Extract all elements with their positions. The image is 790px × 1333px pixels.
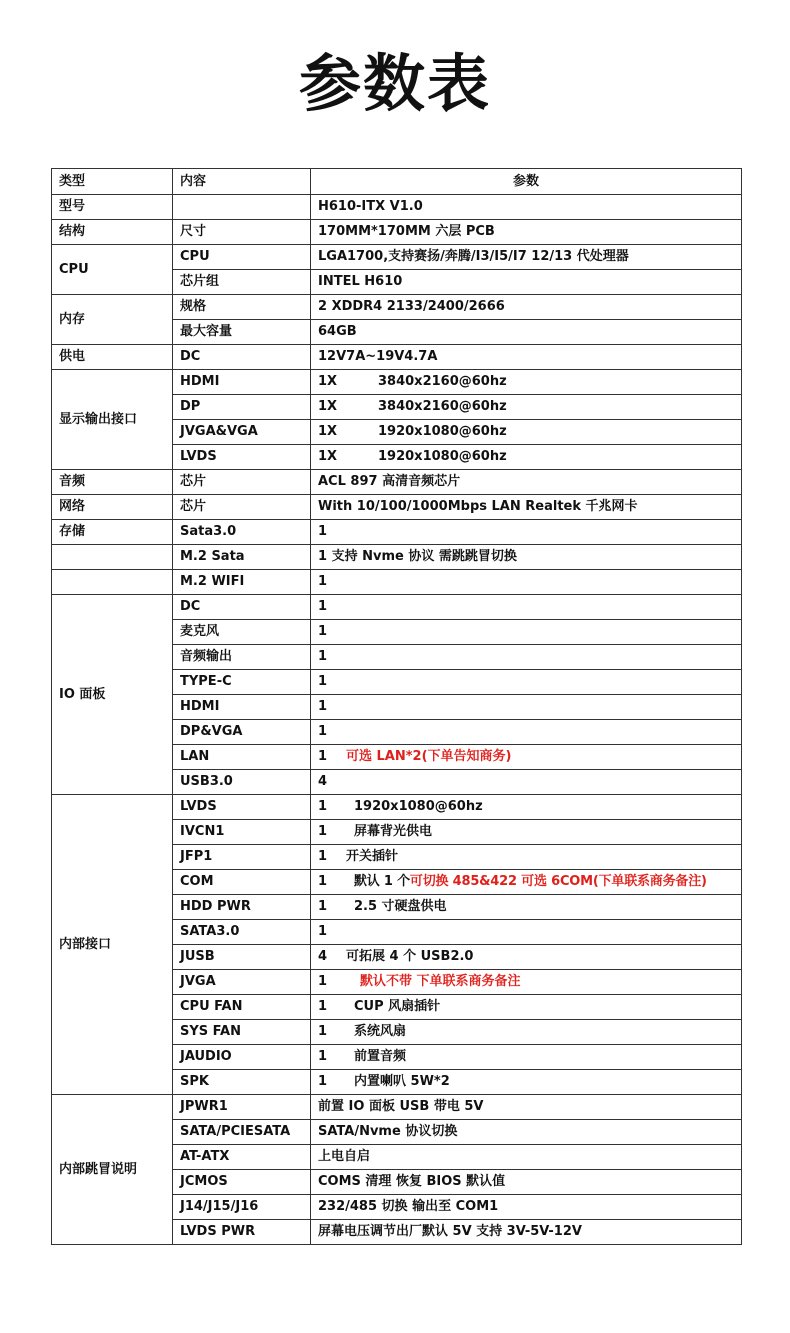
category-cell: 型号 <box>52 195 173 220</box>
note-text: 可拓展 4 个 USB2.0 <box>346 949 474 964</box>
table-row <box>52 345 742 370</box>
note-text: 2.5 寸硬盘供电 <box>354 899 447 914</box>
category-cell: IO 面板 <box>52 595 173 795</box>
value-cell <box>311 895 742 920</box>
note-text: 系统风扇 <box>354 1024 407 1039</box>
count-text: 4 <box>318 949 328 964</box>
count-text: 1 <box>318 999 328 1014</box>
value-cell: 4 <box>311 770 742 795</box>
item-cell: DP&VGA <box>173 720 311 745</box>
count-text: 1 <box>318 899 328 914</box>
note-text: 屏幕背光供电 <box>354 824 433 839</box>
count-text: 1 <box>318 824 328 839</box>
category-cell: 音频 <box>52 470 173 495</box>
highlight-note: 可选 LAN*2(下单告知商务) <box>346 749 512 764</box>
note-text: 默认 1 个 <box>354 874 410 889</box>
table-row <box>52 220 742 245</box>
count-text: 1X <box>318 374 338 389</box>
value-cell <box>311 945 742 970</box>
category-cell <box>52 570 173 595</box>
value-cell: 1 <box>311 520 742 545</box>
value-cell <box>311 445 742 470</box>
highlight-note: 默认不带 下单联系商务备注 <box>360 974 521 989</box>
header-content: 内容 <box>173 169 311 195</box>
value-cell: 屏幕电压调节出厂默认 5V 支持 3V-5V-12V <box>311 1220 742 1245</box>
table-row <box>52 520 742 545</box>
value-cell: 170MM*170MM 六层 PCB <box>311 220 742 245</box>
table-row <box>52 1095 742 1120</box>
item-cell: SPK <box>173 1070 311 1095</box>
table-row <box>52 495 742 520</box>
resolution-text: 3840x2160@60hz <box>378 399 507 414</box>
value-cell: 1 <box>311 620 742 645</box>
highlight-note: 可切换 485&422 可选 6COM(下单联系商务备注) <box>409 874 707 889</box>
item-cell: M.2 WIFI <box>173 570 311 595</box>
table-row <box>52 470 742 495</box>
item-cell: DP <box>173 395 311 420</box>
item-cell <box>173 195 311 220</box>
category-cell: 供电 <box>52 345 173 370</box>
value-cell <box>311 395 742 420</box>
table-row <box>52 195 742 220</box>
item-cell: SATA/PCIESATA <box>173 1120 311 1145</box>
value-cell: With 10/100/1000Mbps LAN Realtek 千兆网卡 <box>311 495 742 520</box>
value-cell: 1 <box>311 670 742 695</box>
value-cell: 1 <box>311 920 742 945</box>
table-row <box>52 245 742 270</box>
count-text: 1 <box>318 1049 328 1064</box>
item-cell: 规格 <box>173 295 311 320</box>
value-cell: LGA1700,支持赛扬/奔腾/I3/I5/I7 12/13 代处理器 <box>311 245 742 270</box>
value-cell <box>311 370 742 395</box>
item-cell: LVDS <box>173 445 311 470</box>
item-cell: JAUDIO <box>173 1045 311 1070</box>
item-cell: J14/J15/J16 <box>173 1195 311 1220</box>
table-row <box>52 570 742 595</box>
value-cell <box>311 970 742 995</box>
category-cell: 内部跳冒说明 <box>52 1095 173 1245</box>
category-cell: 显示输出接口 <box>52 370 173 470</box>
item-cell: COM <box>173 870 311 895</box>
note-text: 1920x1080@60hz <box>354 799 483 814</box>
item-cell: LAN <box>173 745 311 770</box>
count-text: 1 <box>318 974 328 989</box>
value-cell: H610-ITX V1.0 <box>311 195 742 220</box>
value-cell <box>311 995 742 1020</box>
value-cell: 1 <box>311 595 742 620</box>
value-cell <box>311 870 742 895</box>
category-cell: 结构 <box>52 220 173 245</box>
value-cell: 1 <box>311 570 742 595</box>
spec-table <box>51 168 742 1245</box>
value-cell <box>311 420 742 445</box>
item-cell: 麦克风 <box>173 620 311 645</box>
item-cell: CPU FAN <box>173 995 311 1020</box>
category-cell <box>52 545 173 570</box>
table-row <box>52 370 742 395</box>
value-cell: SATA/Nvme 协议切换 <box>311 1120 742 1145</box>
value-cell: INTEL H610 <box>311 270 742 295</box>
count-text: 1 <box>318 749 328 764</box>
item-cell: USB3.0 <box>173 770 311 795</box>
value-cell: 1 <box>311 645 742 670</box>
item-cell: 音频输出 <box>173 645 311 670</box>
value-cell <box>311 1020 742 1045</box>
table-row <box>52 545 742 570</box>
item-cell: Sata3.0 <box>173 520 311 545</box>
note-text: CUP 风扇插针 <box>354 999 441 1014</box>
count-text: 1 <box>318 849 328 864</box>
value-cell: 12V7A~19V4.7A <box>311 345 742 370</box>
count-text: 1 <box>318 874 327 889</box>
table-header-row <box>52 169 742 195</box>
table-row <box>52 795 742 820</box>
item-cell: IVCN1 <box>173 820 311 845</box>
item-cell: JCMOS <box>173 1170 311 1195</box>
value-cell: 上电自启 <box>311 1145 742 1170</box>
header-param: 参数 <box>311 169 742 195</box>
item-cell: JFP1 <box>173 845 311 870</box>
value-cell <box>311 1045 742 1070</box>
category-cell: CPU <box>52 245 173 295</box>
item-cell: AT-ATX <box>173 1145 311 1170</box>
item-cell: 芯片 <box>173 470 311 495</box>
item-cell: JVGA&VGA <box>173 420 311 445</box>
count-text: 1X <box>318 399 338 414</box>
value-cell <box>311 795 742 820</box>
item-cell: 最大容量 <box>173 320 311 345</box>
note-text: 开关插针 <box>346 849 399 864</box>
category-cell: 存储 <box>52 520 173 545</box>
item-cell: 芯片 <box>173 495 311 520</box>
value-cell: 1 <box>311 695 742 720</box>
value-cell: 64GB <box>311 320 742 345</box>
item-cell: DC <box>173 345 311 370</box>
item-cell: HDD PWR <box>173 895 311 920</box>
header-type: 类型 <box>52 169 173 195</box>
value-cell: 前置 IO 面板 USB 带电 5V <box>311 1095 742 1120</box>
category-cell: 内存 <box>52 295 173 345</box>
category-cell: 网络 <box>52 495 173 520</box>
item-cell: 尺寸 <box>173 220 311 245</box>
count-text: 1X <box>318 424 338 439</box>
value-cell: 1 <box>311 720 742 745</box>
value-cell: 232/485 切换 输出至 COM1 <box>311 1195 742 1220</box>
value-cell: 2 XDDR4 2133/2400/2666 <box>311 295 742 320</box>
table-row <box>52 595 742 620</box>
resolution-text: 3840x2160@60hz <box>378 374 507 389</box>
item-cell: DC <box>173 595 311 620</box>
note-text: 内置喇叭 5W*2 <box>354 1074 450 1089</box>
item-cell: TYPE-C <box>173 670 311 695</box>
item-cell: JUSB <box>173 945 311 970</box>
value-cell: 1 支持 Nvme 协议 需跳跳冒切换 <box>311 545 742 570</box>
count-text: 1 <box>318 1074 328 1089</box>
value-cell <box>311 845 742 870</box>
category-cell: 内部接口 <box>52 795 173 1095</box>
note-text: 前置音频 <box>354 1049 407 1064</box>
item-cell: LVDS <box>173 795 311 820</box>
value-cell <box>311 820 742 845</box>
resolution-text: 1920x1080@60hz <box>378 424 507 439</box>
value-cell: ACL 897 高清音频芯片 <box>311 470 742 495</box>
count-text: 1 <box>318 1024 328 1039</box>
item-cell: M.2 Sata <box>173 545 311 570</box>
count-text: 1X <box>318 449 338 464</box>
page-title: 参数表 <box>298 47 491 120</box>
item-cell: LVDS PWR <box>173 1220 311 1245</box>
item-cell: JVGA <box>173 970 311 995</box>
value-cell: COMS 清理 恢复 BIOS 默认值 <box>311 1170 742 1195</box>
item-cell: SATA3.0 <box>173 920 311 945</box>
item-cell: 芯片组 <box>173 270 311 295</box>
item-cell: CPU <box>173 245 311 270</box>
count-text: 1 <box>318 799 328 814</box>
item-cell: SYS FAN <box>173 1020 311 1045</box>
value-cell <box>311 745 742 770</box>
item-cell: HDMI <box>173 695 311 720</box>
value-cell <box>311 1070 742 1095</box>
resolution-text: 1920x1080@60hz <box>378 449 507 464</box>
item-cell: JPWR1 <box>173 1095 311 1120</box>
item-cell: HDMI <box>173 370 311 395</box>
table-row <box>52 295 742 320</box>
